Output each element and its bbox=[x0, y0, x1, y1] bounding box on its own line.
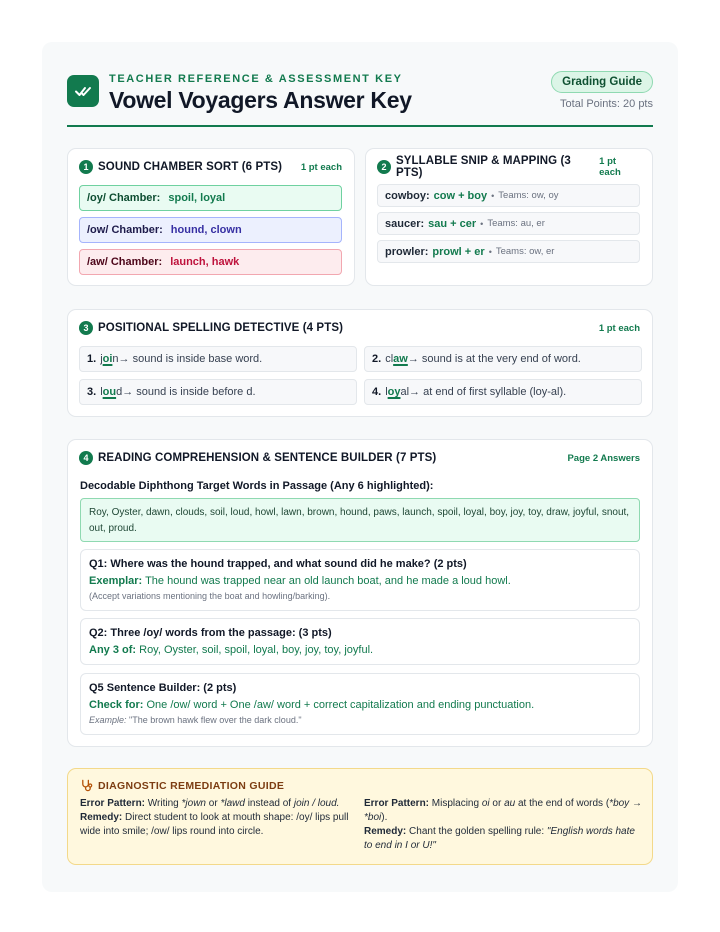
remediation-left bbox=[80, 797, 362, 839]
syllable-split: sau + cer bbox=[428, 217, 477, 230]
spelling-item bbox=[79, 379, 357, 405]
pattern-example: join / loud. bbox=[293, 798, 340, 809]
word-suffix: n bbox=[112, 353, 119, 365]
bullet-separator: • bbox=[491, 190, 495, 201]
section-number-badge: 1 bbox=[79, 160, 93, 174]
pattern-text: or bbox=[208, 798, 218, 809]
spelling-item bbox=[79, 346, 357, 372]
remedy-label: Remedy: bbox=[80, 812, 123, 823]
question-title: Q1: Where was the hound trapped, and what sound did he make? (2 pts) bbox=[89, 558, 467, 570]
section-number-badge: 3 bbox=[79, 321, 93, 335]
remedy-text: Chant the golden spelling rule: bbox=[409, 826, 545, 837]
total-points: Total Points: 20 pts bbox=[560, 98, 653, 110]
word-suffix: al bbox=[400, 386, 410, 398]
item-number: 1. bbox=[87, 353, 97, 365]
remedy-label: Remedy: bbox=[364, 826, 407, 837]
row-label: /aw/ Chamber: bbox=[87, 256, 163, 268]
section-title: SOUND CHAMBER SORT (6 PTS) bbox=[98, 161, 283, 173]
word-prefix: cl bbox=[385, 353, 394, 365]
pattern-example: au bbox=[504, 798, 516, 809]
question-answer bbox=[89, 644, 631, 656]
pattern-text: at the end of words ( bbox=[518, 798, 610, 809]
question-answer bbox=[89, 575, 631, 587]
ow-chamber-row bbox=[79, 217, 342, 243]
row-label: /ow/ Chamber: bbox=[87, 224, 163, 236]
page-kicker: TEACHER REFERENCE & ASSESSMENT KEY bbox=[109, 73, 403, 85]
target-words-heading: Decodable Diphthong Target Words in Passage (Any 6 highlighted): bbox=[80, 480, 434, 492]
answer-lead: Any 3 of: bbox=[89, 644, 137, 656]
syllable-row bbox=[377, 184, 640, 207]
question-title: Q2: Three /oy/ words from the passage: (3 pts) bbox=[89, 627, 332, 639]
remedy bbox=[364, 825, 644, 853]
page-reference: Page 2 Answers bbox=[567, 452, 640, 464]
highlighted-team: oy bbox=[387, 386, 401, 398]
bullet-separator: • bbox=[488, 246, 492, 257]
remediation-guide bbox=[67, 768, 653, 865]
syllable-split: prowl + er bbox=[432, 245, 485, 258]
syllable-word: cowboy: bbox=[385, 189, 430, 202]
word-prefix: l bbox=[385, 386, 388, 398]
section-positional-spelling bbox=[67, 309, 653, 417]
page-title: Vowel Voyagers Answer Key bbox=[109, 87, 412, 113]
question-q1 bbox=[80, 549, 640, 611]
syllable-split: cow + boy bbox=[433, 189, 488, 202]
highlighted-team: ou bbox=[102, 386, 117, 398]
pattern-text: or bbox=[492, 798, 502, 809]
pattern-label: Error Pattern: bbox=[80, 798, 146, 809]
pattern-example: *lawd bbox=[220, 798, 245, 809]
section-title: SYLLABLE SNIP & MAPPING (3 PTS) bbox=[396, 155, 571, 179]
answer-key-page bbox=[42, 42, 678, 892]
section-syllable-snip bbox=[365, 148, 653, 286]
syllable-row bbox=[377, 240, 640, 263]
vowel-teams: Teams: ow, er bbox=[495, 246, 555, 257]
section-reading-comprehension bbox=[67, 439, 653, 747]
pattern-example: oi bbox=[481, 798, 490, 809]
target-words-box: Roy, Oyster, dawn, clouds, soil, loud, howl, lawn, brown, hound, paws, launch, spoil, loyal, boy, joy, toy, draw, joyful, snout, out, proud. bbox=[80, 498, 640, 542]
question-answer bbox=[89, 699, 631, 711]
spelling-rule: "English words hate to end in I or U!" bbox=[364, 826, 635, 851]
row-value: launch, hawk bbox=[170, 256, 240, 268]
row-value: hound, clown bbox=[170, 224, 242, 236]
spelling-item bbox=[364, 346, 642, 372]
vowel-teams: Teams: ow, oy bbox=[498, 190, 559, 201]
answer-lead: Exemplar: bbox=[89, 575, 143, 587]
pattern-example: *jown bbox=[181, 798, 206, 809]
error-pattern bbox=[80, 797, 362, 811]
remediation-right bbox=[364, 797, 644, 853]
pattern-text: Misplacing bbox=[431, 798, 480, 809]
spelling-item bbox=[364, 379, 642, 405]
item-description: → sound is inside before d. bbox=[122, 386, 256, 398]
row-label: /oy/ Chamber: bbox=[87, 192, 161, 204]
pattern-text: ). bbox=[381, 812, 388, 823]
points-note: 1 pt each bbox=[599, 156, 621, 178]
section-header bbox=[377, 155, 640, 179]
points-note: 1 pt each bbox=[300, 161, 342, 173]
points-note: 1 pt each bbox=[598, 322, 640, 334]
section-sound-chamber-sort bbox=[67, 148, 355, 286]
row-value: spoil, loyal bbox=[168, 192, 226, 204]
item-description: → sound is at the very end of word. bbox=[407, 353, 581, 365]
section-number-badge: 4 bbox=[79, 451, 93, 465]
item-description: → sound is inside base word. bbox=[118, 353, 263, 365]
answer-example bbox=[89, 715, 631, 725]
word-prefix: l bbox=[100, 386, 103, 398]
item-number: 2. bbox=[372, 353, 382, 365]
example-text: "The brown hawk flew over the dark cloud." bbox=[129, 715, 302, 725]
item-number: 3. bbox=[87, 386, 97, 398]
item-description: → at end of first syllable (loy-al). bbox=[409, 386, 567, 398]
error-pattern bbox=[364, 797, 644, 825]
aw-chamber-row bbox=[79, 249, 342, 275]
question-q5 bbox=[80, 673, 640, 735]
section-title: READING COMPREHENSION & SENTENCE BUILDER (7 PTS) bbox=[98, 452, 437, 464]
answer-lead: Check for: bbox=[89, 699, 144, 711]
section-title: POSITIONAL SPELLING DETECTIVE (4 PTS) bbox=[98, 322, 344, 334]
item-number: 4. bbox=[372, 386, 382, 398]
section-header bbox=[79, 320, 640, 336]
word-suffix: d bbox=[116, 386, 123, 398]
syllable-row bbox=[377, 212, 640, 235]
remediation-header bbox=[80, 779, 284, 792]
question-title: Q5 Sentence Builder: (2 pts) bbox=[89, 682, 237, 694]
answer-text: One /ow/ word + One /aw/ word + correct capitalization and ending punctuation. bbox=[146, 699, 535, 711]
highlighted-team: oi bbox=[102, 353, 113, 365]
answer-text: The hound was trapped near an old launch boat, and he made a loud howl. bbox=[145, 575, 511, 587]
remedy bbox=[80, 811, 362, 839]
bullet-separator: • bbox=[480, 218, 484, 229]
double-check-icon bbox=[67, 75, 99, 107]
stethoscope-icon bbox=[80, 779, 93, 792]
syllable-word: prowler: bbox=[385, 245, 429, 258]
syllable-word: saucer: bbox=[385, 217, 425, 230]
remedy-text: Direct student to look at mouth shape: /oy/ lips pull wide into smile; /ow/ lips round into circle. bbox=[80, 812, 349, 837]
remediation-title: DIAGNOSTIC REMEDIATION GUIDE bbox=[98, 779, 285, 792]
grading-guide-badge: Grading Guide bbox=[551, 71, 653, 93]
oy-chamber-row bbox=[79, 185, 342, 211]
pattern-text: Writing bbox=[147, 798, 179, 809]
pattern-example: *boy → *boi bbox=[364, 798, 642, 823]
section-header bbox=[79, 159, 342, 175]
answer-text: Roy, Oyster, soil, spoil, loyal, boy, joy, toy, joyful. bbox=[139, 644, 374, 656]
vowel-teams: Teams: au, er bbox=[487, 218, 545, 229]
word-prefix: j bbox=[100, 353, 103, 365]
answer-note: (Accept variations mentioning the boat and howling/barking). bbox=[89, 591, 331, 601]
header-divider bbox=[67, 125, 653, 127]
section-number-badge: 2 bbox=[377, 160, 391, 174]
question-q2 bbox=[80, 618, 640, 665]
section-header bbox=[79, 450, 640, 466]
highlighted-team: aw bbox=[393, 353, 408, 365]
example-label: Example: bbox=[89, 715, 127, 725]
pattern-text: instead of bbox=[247, 798, 292, 809]
pattern-label: Error Pattern: bbox=[364, 798, 430, 809]
